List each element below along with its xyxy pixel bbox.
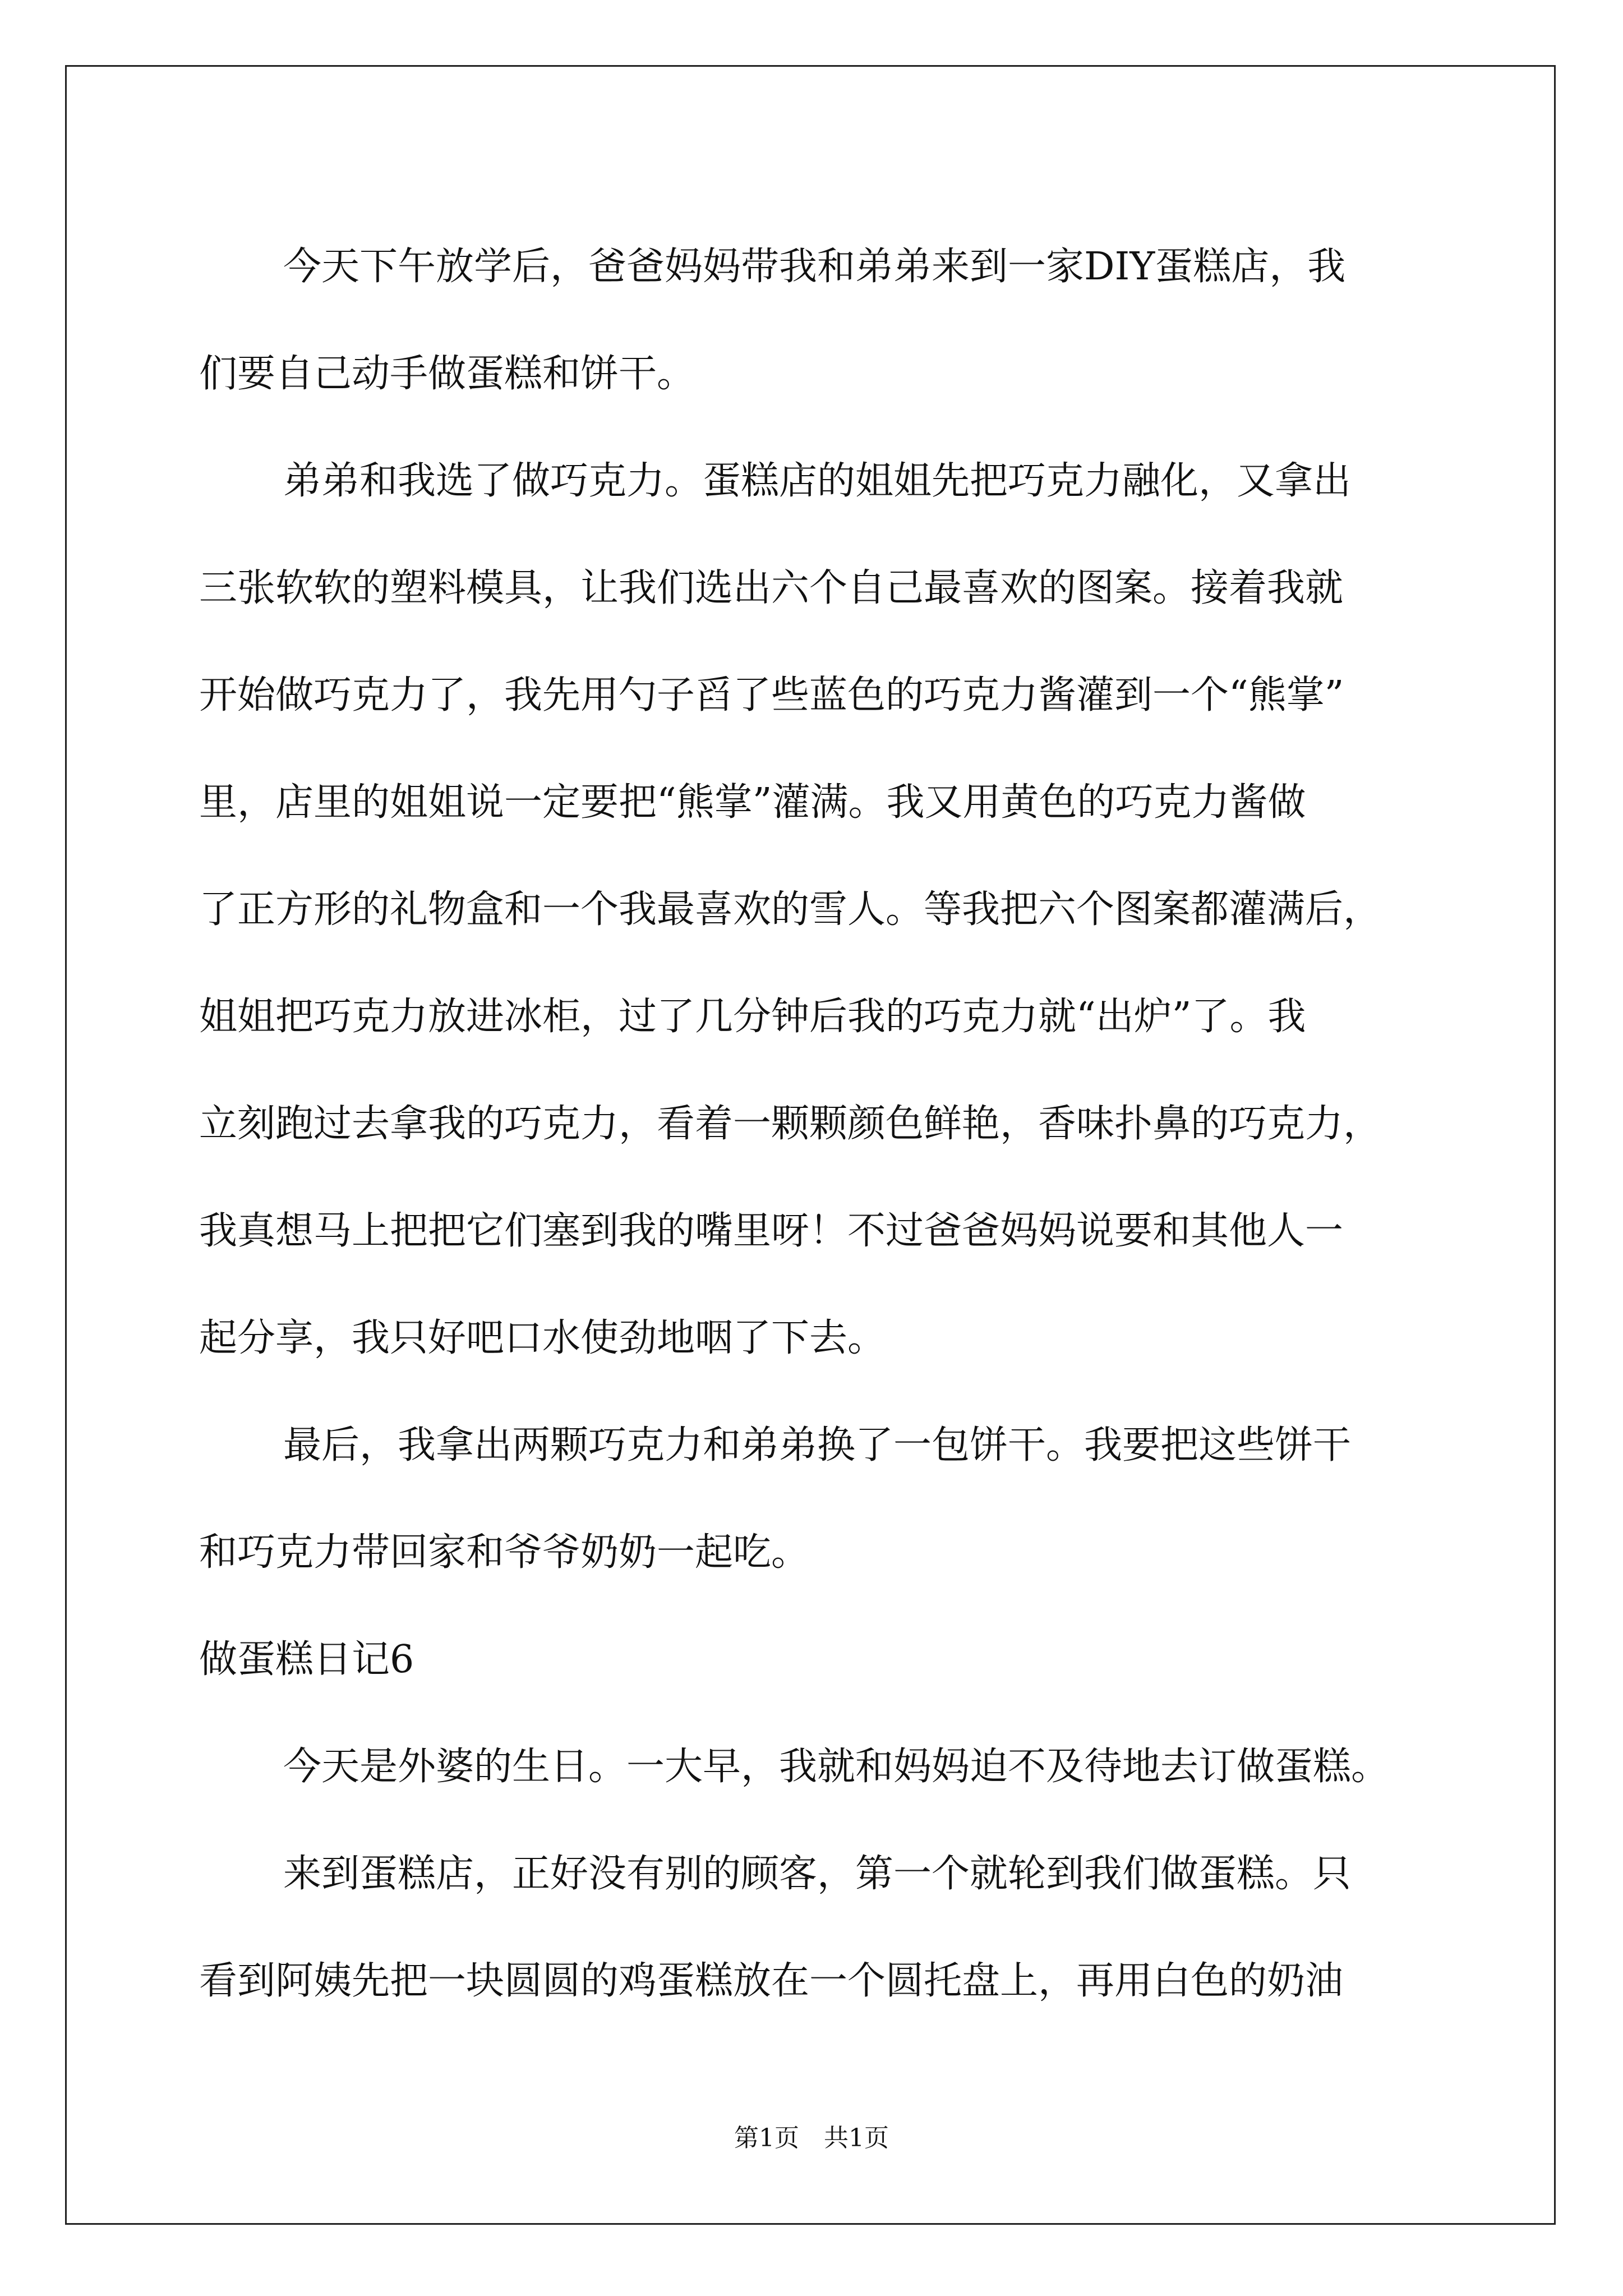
text-line: 今天是外婆的生日。一大早，我就和妈妈迫不及待地去订做蛋糕。 xyxy=(283,1745,1390,1789)
text-line: 开始做巧克力了，我先用勺子舀了些蓝色的巧克力酱灌到一个“熊掌” xyxy=(199,673,1344,717)
text-line: 我真想马上把把它们塞到我的嘴里呀！不过爸爸妈妈说要和其他人一 xyxy=(199,1209,1344,1253)
document-body xyxy=(199,213,1427,2035)
text-line: 了正方形的礼物盒和一个我最喜欢的雪人。等我把六个图案都灌满后， xyxy=(199,887,1382,932)
text-line: 们要自己动手做蛋糕和饼干。 xyxy=(199,352,695,396)
text-line: 姐姐把巧克力放进冰柜，过了几分钟后我的巧克力就“出炉”了。我 xyxy=(199,995,1306,1039)
text-line: 最后，我拿出两颗巧克力和弟弟换了一包饼干。我要把这些饼干 xyxy=(283,1423,1352,1467)
text-line: 看到阿姨先把一块圆圆的鸡蛋糕放在一个圆托盘上，再用白色的奶油 xyxy=(199,1959,1344,2003)
text-line: 里，店里的姐姐说一定要把“熊掌”灌满。我又用黄色的巧克力酱做 xyxy=(199,780,1306,825)
text-line: 立刻跑过去拿我的巧克力，看着一颗颗颜色鲜艳，香味扑鼻的巧克力， xyxy=(199,1102,1382,1146)
text-line: 和巧克力带回家和爷爷奶奶一起吃。 xyxy=(199,1530,810,1575)
text-line: 今天下午放学后，爸爸妈妈带我和弟弟来到一家DIY蛋糕店，我 xyxy=(283,245,1346,289)
page-number: 第1页 共1页 xyxy=(734,2124,889,2152)
text-line: 来到蛋糕店，正好没有别的顾客，第一个就轮到我们做蛋糕。只 xyxy=(283,1852,1352,1896)
section-heading: 做蛋糕日记6 xyxy=(199,1637,414,1682)
text-line: 三张软软的塑料模具，让我们选出六个自己最喜欢的图案。接着我就 xyxy=(199,566,1344,610)
page-footer xyxy=(0,2118,1623,2154)
text-line: 起分享，我只好吧口水使劲地咽了下去。 xyxy=(199,1316,886,1360)
text-line: 弟弟和我选了做巧克力。蛋糕店的姐姐先把巧克力融化，又拿出 xyxy=(283,459,1352,503)
